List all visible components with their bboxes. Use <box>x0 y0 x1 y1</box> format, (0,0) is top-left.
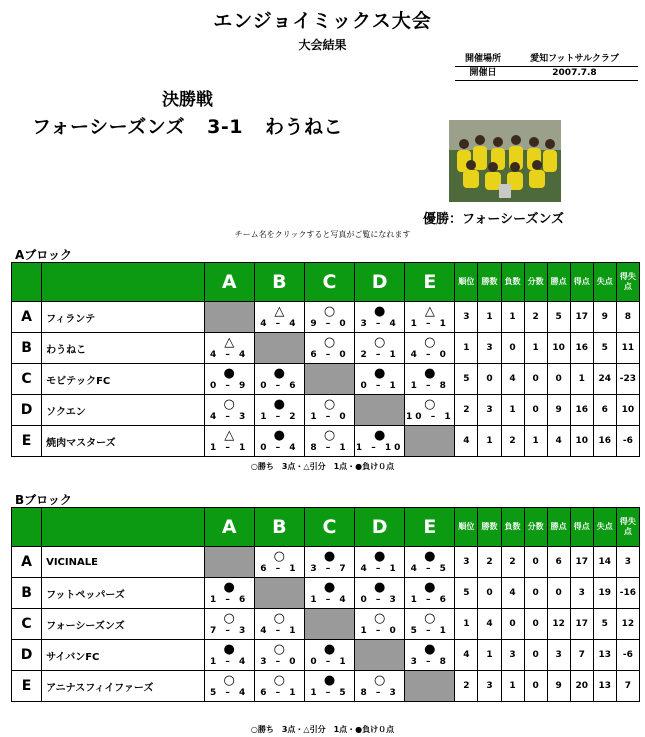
result-mark: △ <box>224 334 235 350</box>
block-a-legend: ○勝ち 3点・△引分 1点・●負け０点 <box>250 462 395 471</box>
stat-cell: 2 <box>455 395 478 426</box>
final-score: 3-1 <box>207 116 243 138</box>
result-mark: ● <box>373 365 386 381</box>
page-title: エンジョイミックス大会 <box>213 10 432 32</box>
match-cell <box>355 578 405 609</box>
final-label: 決勝戦 <box>162 90 213 110</box>
column-header: A <box>204 508 254 547</box>
stat-cell: 0 <box>478 364 501 395</box>
result-mark: ● <box>223 365 235 381</box>
match-score: 0 – 6 <box>260 380 299 391</box>
result-mark: △ <box>274 303 285 319</box>
match-cell <box>254 426 304 457</box>
result-mark: ○ <box>323 396 336 412</box>
column-header: A <box>204 263 254 302</box>
stat-cell: 13 <box>593 640 616 671</box>
stat-cell: 6 <box>547 547 570 578</box>
result-mark: ● <box>223 579 235 595</box>
stat-cell: 0 <box>547 364 570 395</box>
stat-cell: 20 <box>570 671 593 702</box>
stat-cell: 0 <box>524 578 547 609</box>
team-name-link[interactable]: わうねこ <box>42 333 205 364</box>
header-blank <box>42 508 205 547</box>
match-cell <box>304 640 354 671</box>
team-name-link[interactable]: アニナスフィイファーズ <box>42 671 205 702</box>
match-score: 1 – 0 <box>310 411 349 422</box>
self-match-cell <box>405 671 455 702</box>
date-label: 開催日 <box>469 68 497 78</box>
stat-cell: 1 <box>570 364 593 395</box>
match-cell <box>204 395 254 426</box>
self-match-cell <box>254 578 304 609</box>
stat-cell: -23 <box>616 364 639 395</box>
match-cell <box>304 547 354 578</box>
table-row <box>12 333 640 364</box>
result-mark: ● <box>323 641 336 657</box>
stat-cell: 3 <box>478 395 501 426</box>
table-row <box>12 426 640 457</box>
block-a-label: Aブロック <box>15 248 73 262</box>
match-score: 0 – 1 <box>360 380 399 391</box>
stat-cell: 5 <box>593 609 616 640</box>
match-score: 4 – 1 <box>360 563 399 574</box>
self-match-cell <box>204 302 254 333</box>
stat-cell: 1 <box>455 609 478 640</box>
stat-cell: 1 <box>524 333 547 364</box>
match-score: 1 – 1 <box>210 442 249 453</box>
match-cell <box>405 302 455 333</box>
match-cell <box>304 671 354 702</box>
stat-cell: 9 <box>547 395 570 426</box>
stat-header: 得失点 <box>616 263 639 302</box>
team-name-link[interactable]: フットペッパーズ <box>42 578 205 609</box>
stat-cell: 16 <box>593 426 616 457</box>
column-header: D <box>355 508 405 547</box>
match-score: 7 – 3 <box>210 625 249 636</box>
match-score: 6 – 1 <box>260 563 299 574</box>
match-score: 4 – 4 <box>260 318 299 329</box>
winner-label: 優勝：フォーシーズンズ <box>423 212 565 227</box>
stat-cell: 12 <box>547 609 570 640</box>
column-header: B <box>254 508 304 547</box>
stat-cell: 16 <box>570 395 593 426</box>
stat-cell: 14 <box>593 547 616 578</box>
self-match-cell <box>304 609 354 640</box>
stat-cell: 2 <box>501 547 524 578</box>
column-header: E <box>405 508 455 547</box>
match-cell <box>355 426 405 457</box>
block-a-table <box>11 262 640 457</box>
table-header-row <box>12 263 640 302</box>
result-mark: ● <box>424 365 436 381</box>
match-score: 3 – 4 <box>360 318 399 329</box>
stat-cell: 3 <box>455 302 478 333</box>
match-score: 4 – 3 <box>210 411 249 422</box>
table-header-row <box>12 508 640 547</box>
result-mark: ○ <box>373 610 386 626</box>
table-row <box>12 671 640 702</box>
stat-cell: -6 <box>616 640 639 671</box>
stat-cell: 5 <box>593 333 616 364</box>
stat-cell: 3 <box>501 640 524 671</box>
match-cell <box>355 333 405 364</box>
table-row <box>12 364 640 395</box>
stat-cell: 17 <box>570 302 593 333</box>
match-cell <box>355 671 405 702</box>
match-score: 4 – 1 <box>260 625 299 636</box>
match-score: 8 – 3 <box>360 687 399 698</box>
stat-cell: 6 <box>593 395 616 426</box>
stat-cell: 7 <box>616 671 639 702</box>
column-header: D <box>355 263 405 302</box>
stat-header: 負数 <box>501 263 524 302</box>
team-name-link[interactable]: VICINALE <box>42 547 205 578</box>
match-score: 4 – 5 <box>410 563 449 574</box>
stat-header: 分数 <box>524 263 547 302</box>
stat-cell: 11 <box>616 333 639 364</box>
match-cell <box>204 426 254 457</box>
winner-team-photo <box>449 120 561 202</box>
match-cell <box>405 609 455 640</box>
stat-cell: 0 <box>547 578 570 609</box>
match-cell <box>254 609 304 640</box>
match-score: 0 – 1 <box>310 656 349 667</box>
match-score: 1 – 4 <box>310 594 349 605</box>
stat-cell: 7 <box>570 640 593 671</box>
stat-cell: 5 <box>547 302 570 333</box>
stat-cell: 0 <box>524 640 547 671</box>
stat-header: 得点 <box>570 508 593 547</box>
stat-cell: 2 <box>501 426 524 457</box>
table-row <box>12 609 640 640</box>
header-blank <box>12 508 42 547</box>
stat-header: 得点 <box>570 263 593 302</box>
row-letter: E <box>12 671 42 702</box>
match-cell <box>355 302 405 333</box>
match-cell <box>204 640 254 671</box>
stat-cell: 0 <box>524 547 547 578</box>
stat-cell: 3 <box>616 547 639 578</box>
stat-cell: 10 <box>616 395 639 426</box>
stat-cell: 9 <box>547 671 570 702</box>
page-subtitle: 大会結果 <box>298 38 347 52</box>
table-row <box>12 578 640 609</box>
match-cell <box>405 640 455 671</box>
result-mark: ○ <box>223 610 235 626</box>
result-mark: ○ <box>273 548 286 564</box>
match-score: 4 – 4 <box>210 349 249 360</box>
venue-value: 愛知フットサルクラブ <box>530 54 619 64</box>
stat-cell: 19 <box>593 578 616 609</box>
stat-cell: 0 <box>501 609 524 640</box>
stat-cell: 0 <box>524 671 547 702</box>
match-cell <box>405 578 455 609</box>
match-cell <box>405 547 455 578</box>
match-cell <box>405 395 455 426</box>
result-mark: ● <box>323 548 336 564</box>
result-mark: ● <box>424 579 436 595</box>
result-mark: ● <box>424 548 436 564</box>
stat-cell: 1 <box>501 395 524 426</box>
stat-cell: 4 <box>501 578 524 609</box>
match-cell <box>304 578 354 609</box>
match-cell <box>204 578 254 609</box>
team-name-link[interactable]: 焼肉マスターズ <box>42 426 205 457</box>
result-mark: ● <box>373 548 386 564</box>
stat-cell: 4 <box>455 640 478 671</box>
match-cell <box>254 395 304 426</box>
result-mark: ○ <box>323 303 336 319</box>
result-mark: ● <box>273 427 286 443</box>
team-name-link[interactable]: サイバンFC <box>42 640 205 671</box>
match-cell <box>204 364 254 395</box>
team-name-link[interactable]: ソクエン <box>42 395 205 426</box>
table-row <box>12 640 640 671</box>
column-header: C <box>304 508 354 547</box>
self-match-cell <box>355 640 405 671</box>
venue-label: 開催場所 <box>464 54 501 64</box>
stat-cell: 0 <box>501 333 524 364</box>
match-cell <box>204 671 254 702</box>
match-cell <box>405 333 455 364</box>
match-score: 0 – 3 <box>360 594 399 605</box>
result-mark: ○ <box>373 334 386 350</box>
result-mark: ● <box>424 641 436 657</box>
stat-cell: -16 <box>616 578 639 609</box>
self-match-cell <box>204 547 254 578</box>
final-result <box>32 112 365 139</box>
column-header: C <box>304 263 354 302</box>
stat-header: 勝数 <box>478 263 501 302</box>
result-mark: ● <box>273 396 286 412</box>
stat-cell: 17 <box>570 609 593 640</box>
match-score: 3 – 8 <box>410 656 449 667</box>
match-score: 1 – 5 <box>310 687 349 698</box>
match-cell <box>304 302 354 333</box>
stat-cell: 3 <box>478 671 501 702</box>
team-name-link[interactable]: フォーシーズンズ <box>42 609 205 640</box>
self-match-cell <box>405 426 455 457</box>
match-score: 10 – 1 <box>406 411 454 422</box>
match-score: 1 – 10 <box>355 442 404 453</box>
match-score: 2 – 1 <box>360 349 399 360</box>
match-cell <box>254 640 304 671</box>
result-mark: ○ <box>424 334 436 350</box>
match-score: 0 – 9 <box>210 380 249 391</box>
match-score: 1 – 6 <box>210 594 249 605</box>
stat-cell: 10 <box>547 333 570 364</box>
stat-cell: 1 <box>501 671 524 702</box>
stat-cell: 1 <box>478 302 501 333</box>
self-match-cell <box>304 364 354 395</box>
result-mark: ● <box>273 365 286 381</box>
stat-header: 失点 <box>593 508 616 547</box>
stat-cell: 3 <box>570 578 593 609</box>
match-cell <box>304 395 354 426</box>
match-cell <box>254 671 304 702</box>
match-score: 5 – 4 <box>210 687 249 698</box>
match-cell <box>254 302 304 333</box>
stat-cell: 0 <box>524 395 547 426</box>
match-score: 1 – 0 <box>360 625 399 636</box>
stat-cell: 9 <box>593 302 616 333</box>
match-cell <box>254 364 304 395</box>
stat-cell: -6 <box>616 426 639 457</box>
stat-cell: 3 <box>455 547 478 578</box>
stat-cell: 3 <box>547 640 570 671</box>
stat-cell: 16 <box>570 333 593 364</box>
stat-header: 失点 <box>593 263 616 302</box>
stat-header: 勝点 <box>547 263 570 302</box>
stat-header: 分数 <box>524 508 547 547</box>
match-cell <box>405 364 455 395</box>
result-mark: ○ <box>323 427 336 443</box>
stat-cell: 13 <box>593 671 616 702</box>
stat-cell: 12 <box>616 609 639 640</box>
result-mark: ● <box>323 672 336 688</box>
result-mark: ● <box>373 303 386 319</box>
match-cell <box>355 609 405 640</box>
block-b-legend: ○勝ち 3点・△引分 1点・●負け０点 <box>250 725 395 734</box>
match-cell <box>254 547 304 578</box>
row-letter: D <box>12 640 42 671</box>
match-cell <box>304 426 354 457</box>
stat-cell: 4 <box>501 364 524 395</box>
stat-header: 順位 <box>455 508 478 547</box>
block-b-label: Bブロック <box>15 493 72 507</box>
result-mark: ○ <box>223 672 235 688</box>
match-cell <box>355 364 405 395</box>
stat-cell: 4 <box>547 426 570 457</box>
match-score: 9 – 0 <box>310 318 349 329</box>
result-mark: ● <box>373 579 386 595</box>
result-mark: ○ <box>373 672 386 688</box>
stat-cell: 4 <box>478 609 501 640</box>
row-letter: E <box>12 426 42 457</box>
stat-cell: 1 <box>524 426 547 457</box>
team-name-link[interactable]: モビテックFC <box>42 364 205 395</box>
row-letter: C <box>12 609 42 640</box>
match-cell <box>204 609 254 640</box>
team-name-link[interactable]: フィランテ <box>42 302 205 333</box>
stat-cell: 24 <box>593 364 616 395</box>
stat-cell: 2 <box>455 671 478 702</box>
stat-header: 勝点 <box>547 508 570 547</box>
result-mark: ○ <box>323 334 336 350</box>
stat-cell: 1 <box>478 640 501 671</box>
row-letter: C <box>12 364 42 395</box>
match-score: 1 – 6 <box>410 594 449 605</box>
match-score: 0 – 4 <box>260 442 299 453</box>
stat-header: 勝数 <box>478 508 501 547</box>
result-mark: ● <box>323 579 336 595</box>
stat-cell: 0 <box>524 609 547 640</box>
row-letter: B <box>12 578 42 609</box>
stat-cell: 4 <box>455 426 478 457</box>
row-letter: A <box>12 547 42 578</box>
row-letter: D <box>12 395 42 426</box>
stat-cell: 5 <box>455 578 478 609</box>
result-mark: ○ <box>424 396 436 412</box>
column-header: B <box>254 263 304 302</box>
match-cell <box>304 333 354 364</box>
match-score: 4 – 0 <box>410 349 449 360</box>
stat-cell: 8 <box>616 302 639 333</box>
header-blank <box>42 263 205 302</box>
match-score: 6 – 0 <box>310 349 349 360</box>
stat-cell: 2 <box>524 302 547 333</box>
row-letter: A <box>12 302 42 333</box>
table-row <box>12 395 640 426</box>
stat-header: 順位 <box>455 263 478 302</box>
match-cell <box>355 547 405 578</box>
match-score: 3 – 7 <box>310 563 349 574</box>
result-mark: ○ <box>273 672 286 688</box>
stat-cell: 17 <box>570 547 593 578</box>
self-match-cell <box>355 395 405 426</box>
final-team1: フォーシーズンズ <box>32 116 186 138</box>
match-score: 3 – 0 <box>260 656 299 667</box>
result-mark: ○ <box>273 610 286 626</box>
row-letter: B <box>12 333 42 364</box>
stat-cell: 3 <box>478 333 501 364</box>
final-team2: わうねこ <box>264 116 343 138</box>
match-score: 1 – 8 <box>410 380 449 391</box>
result-mark: ○ <box>273 641 286 657</box>
date-value: 2007.7.8 <box>552 68 597 78</box>
stat-cell: 10 <box>570 426 593 457</box>
column-header: E <box>405 263 455 302</box>
stat-cell: 1 <box>501 302 524 333</box>
table-row <box>12 547 640 578</box>
result-mark: △ <box>424 303 435 319</box>
match-score: 1 – 2 <box>260 411 299 422</box>
stat-header: 得失点 <box>616 508 639 547</box>
block-b-table <box>11 507 640 702</box>
stat-cell: 1 <box>478 426 501 457</box>
result-mark: ● <box>373 427 386 443</box>
match-score: 1 – 1 <box>410 318 449 329</box>
match-score: 1 – 4 <box>210 656 249 667</box>
stat-header: 負数 <box>501 508 524 547</box>
stat-cell: 2 <box>478 547 501 578</box>
self-match-cell <box>254 333 304 364</box>
header-blank <box>12 263 42 302</box>
match-score: 5 – 1 <box>410 625 449 636</box>
stat-cell: 1 <box>455 333 478 364</box>
result-mark: ○ <box>223 396 235 412</box>
result-mark: ○ <box>424 610 436 626</box>
match-score: 8 – 1 <box>310 442 349 453</box>
stat-cell: 5 <box>455 364 478 395</box>
stat-cell: 0 <box>478 578 501 609</box>
event-info <box>455 53 638 81</box>
photo-note: チーム名をクリックすると写真がご覧になれます <box>234 230 411 239</box>
match-score: 6 – 1 <box>260 687 299 698</box>
match-cell <box>204 333 254 364</box>
result-mark: ● <box>223 641 235 657</box>
result-mark: △ <box>224 427 235 443</box>
table-row <box>12 302 640 333</box>
stat-cell: 0 <box>524 364 547 395</box>
